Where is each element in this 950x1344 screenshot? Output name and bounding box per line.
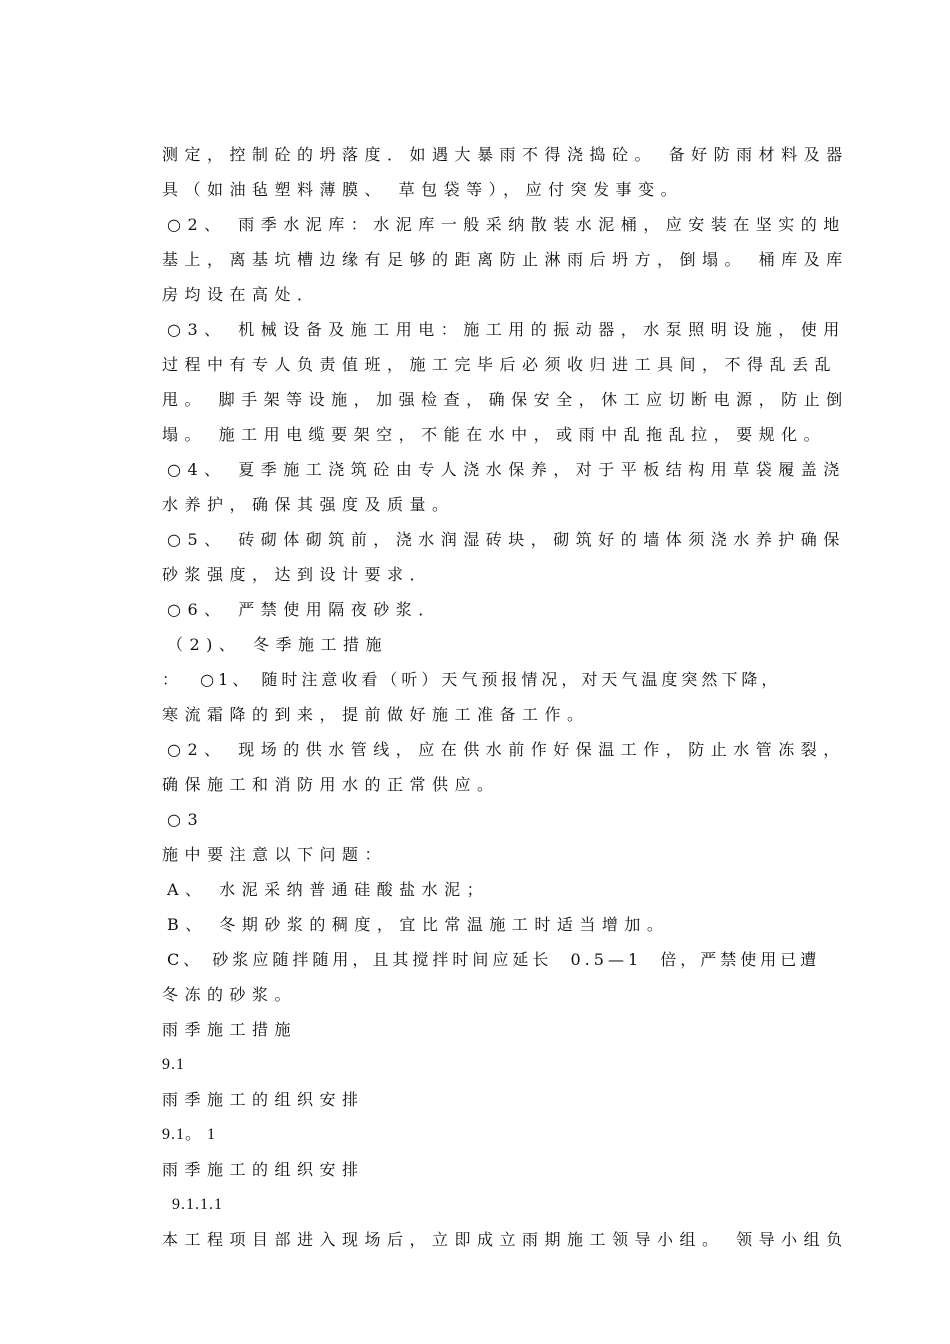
body-line: 冬冻的砂浆。 <box>162 985 298 1004</box>
list-item-3: ○3、 机械设备及施工用电：施工用的振动器，水泵照明设施，使用 <box>167 320 846 339</box>
list-item-c: C、 砂浆应随拌随用，且其搅拌时间应延长 0.5—1 倍，严禁使用已遭 <box>167 950 821 969</box>
body-line: 寒流霜降的到来，提前做好施工准备工作。 <box>162 705 590 724</box>
list-item-a: A、 水泥采纳普通硅酸盐水泥； <box>167 880 490 899</box>
section-heading: （2)、 冬季施工措施 <box>167 635 389 654</box>
list-item-6: ○6、 严禁使用隔夜砂浆． <box>167 600 441 619</box>
body-line: 甩。 脚手架等设施，加强检查，确保安全，休工应切断电源，防止倒 <box>162 390 849 409</box>
body-line: 水养护，确保其强度及质量。 <box>162 495 455 514</box>
body-line: 过程中有专人负责值班，施工完毕后必须收归进工具间，不得乱丢乱 <box>162 355 838 374</box>
body-line: 施中要注意以下问题： <box>162 845 388 864</box>
list-item-5: ○5、 砖砌体砌筑前，浇水润湿砖块，砌筑好的墙体须浇水养护确保 <box>167 530 846 549</box>
list-item-3: ○3 <box>167 810 205 829</box>
body-line: 房均设在高处． <box>162 285 320 304</box>
list-item-2: ○2、 现场的供水管线，应在供水前作好保温工作，防止水管冻裂， <box>167 740 846 759</box>
body-line: 塌。 施工用电缆要架空，不能在水中，或雨中乱拖乱拉，要规化。 <box>162 425 827 444</box>
body-line: 基上，离基坑槽边缘有足够的距离防止淋雨后坍方，倒塌。 桶库及库 <box>162 250 849 269</box>
section-heading: 雨季施工的组织安排 <box>162 1090 365 1109</box>
body-line: 确保施工和消防用水的正常供应。 <box>162 775 500 794</box>
section-heading: 雨季施工的组织安排 <box>162 1160 365 1179</box>
list-item-1: ： ○1、 随时注意收看（听）天气预报情况，对天气温度突然下降， <box>162 670 782 689</box>
list-item-b: B、 冬期砂浆的稠度，宜比常温施工时适当增加。 <box>167 915 670 934</box>
section-number: 9.1 <box>162 1056 185 1073</box>
section-number: 9.1.1.1 <box>172 1196 223 1213</box>
body-line: 测定，控制砼的坍落度．如遇大暴雨不得浇捣砼。 备好防雨材料及器 <box>162 145 849 164</box>
list-item-4: ○4、 夏季施工浇筑砼由专人浇水保养，对于平板结构用草袋履盖浇 <box>167 460 846 479</box>
body-line: 本工程项目部进入现场后，立即成立雨期施工领导小组。 领导小组负 <box>162 1230 849 1249</box>
list-item-2: ○2、 雨季水泥库：水泥库一般采纳散装水泥桶，应安装在坚实的地 <box>167 215 846 234</box>
body-line: 砂浆强度，达到设计要求． <box>162 565 433 584</box>
section-heading: 雨季施工措施 <box>162 1020 298 1039</box>
section-number: 9.1。 1 <box>162 1126 217 1143</box>
body-line: 具（如油毡塑料薄膜、 草包袋等），应付突发事变。 <box>162 180 684 199</box>
